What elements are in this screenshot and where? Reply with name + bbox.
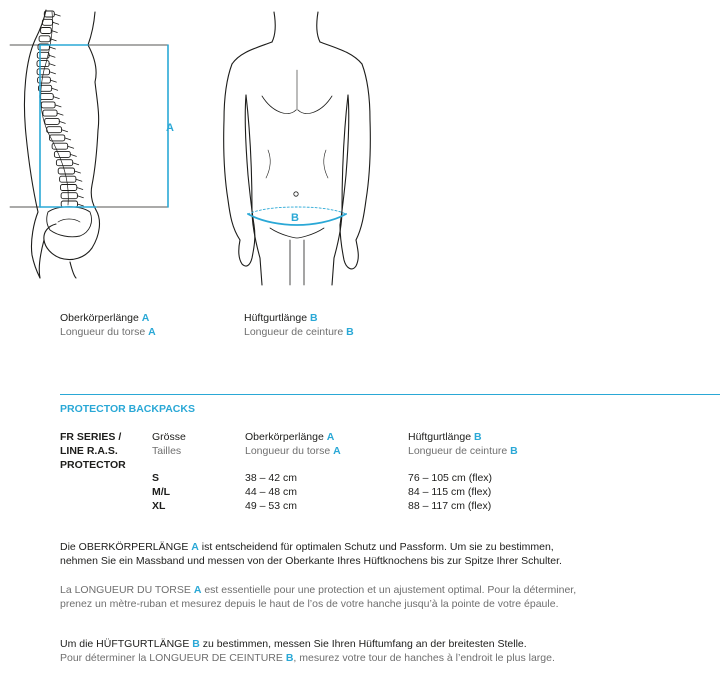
table-row-size: S: [152, 472, 160, 484]
vertebra: [45, 118, 60, 124]
vertebra-process: [49, 64, 55, 66]
table-row-torso: 49 – 53 cm: [245, 500, 297, 512]
vertebra-process: [49, 55, 55, 57]
torso-header-letter: A: [326, 431, 335, 443]
vertebra-process: [70, 154, 76, 156]
table-row-size: XL: [152, 500, 166, 512]
vertebra: [43, 110, 57, 116]
vertebra-process: [62, 130, 68, 132]
torso-header-fr: Longueur du torse: [245, 445, 331, 457]
vertebra: [37, 61, 49, 67]
label-b: B: [291, 212, 299, 224]
belt-header-letter-fr: B: [510, 445, 518, 457]
belt-instructions-de: [60, 637, 620, 651]
vertebra: [60, 176, 76, 182]
vertebra: [58, 168, 74, 174]
vertebra-process: [77, 188, 83, 190]
belt-instructions-fr-post: , mesurez votre tour de hanches à l’endroit le plus large.: [293, 652, 555, 664]
torso-legend-letter: A: [141, 312, 150, 324]
front-view-figure: [224, 12, 371, 285]
table-row-belt: 84 – 115 cm (flex): [408, 486, 492, 498]
torso-length-marker: [10, 45, 168, 207]
size-header: [152, 430, 186, 458]
vertebra-process: [76, 179, 82, 181]
vertebra-process: [54, 14, 60, 16]
section-divider: [60, 394, 720, 395]
table-row-size: M/L: [152, 486, 171, 498]
vertebra-process: [53, 22, 59, 24]
vertebra: [42, 19, 52, 25]
belt-instructions-de-pre: Um die HÜFTGURTLÄNGE: [60, 638, 190, 650]
vertebra-process: [78, 204, 84, 206]
vertebra: [41, 102, 55, 108]
torso-instructions-fr-post: est essentielle pour une protection et un ajustement optimal. Pour la déterminer, prenez un mètre-ruban et mesurez depuis le haut de l’os de votre hanche jusqu’à la pointe de votre épaule.: [60, 584, 577, 611]
vertebra-process: [53, 97, 59, 99]
vertebra: [54, 151, 70, 157]
spine: [37, 11, 84, 207]
vertebra-process: [57, 113, 63, 115]
belt-header-de: Hüftgurtlänge: [408, 431, 472, 443]
table-row-torso: 44 – 48 cm: [245, 486, 297, 498]
side-view-figure: [24, 10, 99, 278]
table-row-belt: 76 – 105 cm (flex): [408, 472, 493, 484]
torso-instructions-de-post: ist entscheidend für optimalen Schutz und Passform. Um sie zu bestimmen, nehmen Sie ein Massband und messen von der Oberkante Ihres Hüftknochens bis zur Spitze Ihrer Schulter.: [60, 541, 562, 568]
vertebra-process: [50, 80, 56, 82]
belt-instructions-letter: B: [192, 638, 200, 650]
vertebra-process: [77, 196, 83, 198]
torso-instructions-de: [60, 540, 580, 569]
series-label-line-1: FR SERIES /: [60, 431, 122, 443]
torso-header-letter-fr: A: [333, 445, 341, 457]
belt-header-fr: Longueur de ceinture: [408, 445, 508, 457]
series-label-line-2: LINE R.A.S.: [60, 445, 118, 457]
torso-instructions-fr-pre: La LONGUEUR DU TORSE: [60, 584, 191, 596]
vertebra-process: [49, 47, 55, 49]
belt-instructions-fr: [60, 651, 620, 665]
measurement-illustration: [0, 0, 720, 300]
belt-legend-de: Hüftgurtlänge: [244, 312, 308, 324]
vertebra-process: [73, 163, 79, 165]
label-a: A: [166, 122, 174, 134]
vertebra: [56, 160, 72, 166]
vertebra: [40, 94, 54, 100]
table-row-torso: 38 – 42 cm: [245, 472, 297, 484]
vertebra-process: [59, 121, 65, 123]
vertebra-process: [52, 88, 58, 90]
vertebra: [52, 143, 68, 149]
vertebra: [47, 127, 62, 133]
belt-instructions-de-post: zu bestimmen, messen Sie Ihren Hüftumfang an der breitesten Stelle.: [199, 638, 527, 650]
torso-header: [245, 430, 341, 458]
vertebra: [61, 185, 77, 191]
belt-legend-letter-fr: B: [346, 326, 354, 338]
vertebra-process: [68, 146, 74, 148]
belt-legend: [244, 311, 354, 339]
torso-legend: [60, 311, 156, 339]
torso-instructions-letter: A: [191, 541, 199, 553]
vertebra: [61, 193, 77, 199]
torso-legend-letter-fr: A: [148, 326, 156, 338]
torso-legend-fr: Longueur du torse: [60, 326, 146, 338]
torso-instructions-fr: [60, 583, 580, 612]
vertebra-process: [65, 138, 71, 140]
belt-instructions-letter-fr: B: [285, 652, 294, 664]
section-title: PROTECTOR BACKPACKS: [60, 403, 195, 415]
torso-header-de: Oberkörperlänge: [245, 431, 324, 443]
belt-instructions-fr-pre: Pour déterminer la LONGUEUR DE CEINTURE: [60, 652, 283, 664]
vertebra: [41, 28, 52, 34]
torso-legend-de: Oberkörperlänge: [60, 312, 139, 324]
size-header-de: Grösse: [152, 431, 186, 443]
table-row-belt: 88 – 117 cm (flex): [408, 500, 492, 512]
belt-header-letter: B: [473, 431, 482, 443]
series-label: [60, 430, 126, 472]
vertebra-process: [50, 72, 56, 74]
belt-header: [408, 430, 518, 458]
vertebra: [39, 36, 50, 42]
vertebra-process: [55, 105, 61, 107]
belt-legend-letter: B: [309, 312, 318, 324]
torso-instructions-de-pre: Die OBERKÖRPERLÄNGE: [60, 541, 189, 553]
torso-instructions-letter-fr: A: [193, 584, 202, 596]
vertebra-process: [75, 171, 81, 173]
vertebra: [61, 201, 77, 207]
series-label-line-3: PROTECTOR: [60, 459, 126, 471]
size-header-fr: Tailles: [152, 445, 182, 457]
belt-legend-fr: Longueur de ceinture: [244, 326, 344, 338]
